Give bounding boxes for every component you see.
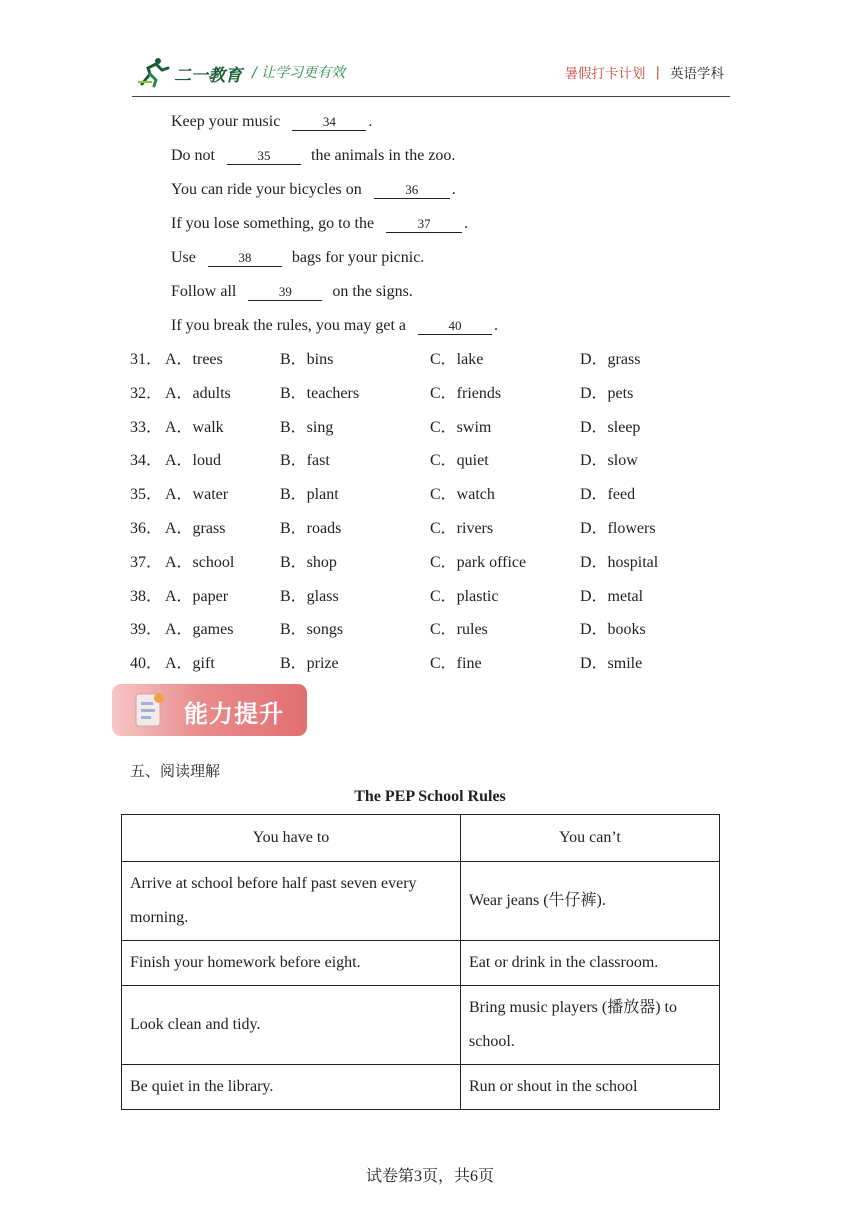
option-d: D．smile bbox=[580, 655, 643, 673]
table-cell: Arrive at school before half past seven every morning. bbox=[122, 862, 461, 941]
table-header-row bbox=[122, 815, 720, 862]
question-row bbox=[130, 485, 730, 507]
passage-line bbox=[171, 214, 468, 234]
option-c: C．lake bbox=[430, 351, 484, 368]
option-a: A．loud bbox=[165, 452, 222, 470]
option-a: A．school bbox=[165, 553, 235, 571]
passage-line bbox=[171, 112, 372, 132]
table-cell: Be quiet in the library. bbox=[122, 1065, 461, 1110]
header-separator: | bbox=[655, 64, 660, 80]
blank-36: 36 bbox=[374, 182, 450, 199]
option-b: B．roads bbox=[280, 520, 342, 537]
table-cell: Eat or drink in the classroom. bbox=[461, 941, 720, 986]
question-row bbox=[130, 553, 730, 575]
line-text: the animals in the zoo. bbox=[311, 147, 456, 164]
passage-line bbox=[171, 248, 424, 268]
line-text: . bbox=[464, 215, 469, 232]
question-number: 36． bbox=[130, 520, 163, 537]
table-cell: Run or shout in the school bbox=[461, 1065, 720, 1110]
question-row bbox=[130, 384, 730, 406]
header-right bbox=[564, 62, 724, 82]
option-b: B．teachers bbox=[280, 384, 360, 402]
line-text: Follow all bbox=[171, 283, 237, 300]
table-row bbox=[122, 941, 720, 986]
passage-line bbox=[171, 282, 413, 302]
line-text: If you break the rules, you may get a bbox=[171, 317, 407, 334]
line-text: . bbox=[451, 181, 456, 198]
passage-line bbox=[171, 316, 498, 336]
ability-badge bbox=[112, 684, 307, 736]
table-row bbox=[122, 1065, 720, 1110]
option-b: B．bins bbox=[280, 351, 334, 368]
option-b: B．glass bbox=[280, 587, 339, 605]
question-row bbox=[130, 587, 730, 609]
option-d: D．feed bbox=[580, 486, 636, 504]
table-title: The PEP School Rules bbox=[354, 788, 506, 805]
passage-line bbox=[171, 146, 455, 166]
table-row bbox=[122, 862, 720, 941]
option-b: B．sing bbox=[280, 418, 334, 436]
logo-text: 二一教育 bbox=[174, 65, 242, 86]
option-c: C．watch bbox=[430, 486, 495, 504]
table-cell: Wear jeans (牛仔裤). bbox=[461, 862, 720, 941]
option-a: A．adults bbox=[165, 384, 231, 402]
question-row bbox=[130, 654, 730, 676]
question-number: 32． bbox=[130, 384, 163, 402]
option-c: C．plastic bbox=[430, 587, 499, 605]
option-a: A．paper bbox=[165, 587, 229, 605]
blank-34: 34 bbox=[292, 114, 366, 131]
page-footer: 试卷第3页，共6页 bbox=[365, 1168, 494, 1185]
table-cell: Finish your homework before eight. bbox=[122, 941, 461, 986]
option-d: D．books bbox=[580, 621, 646, 639]
question-row bbox=[130, 350, 730, 372]
question-number: 38． bbox=[130, 587, 163, 605]
question-row bbox=[130, 620, 730, 642]
option-d: D．slow bbox=[580, 452, 638, 470]
option-c: C．rules bbox=[430, 621, 488, 639]
option-a: A．games bbox=[165, 621, 234, 639]
option-b: B．plant bbox=[280, 486, 339, 504]
question-number: 31． bbox=[130, 351, 163, 368]
page-header bbox=[132, 56, 730, 97]
passage-line bbox=[171, 180, 456, 200]
question-number: 40． bbox=[130, 655, 163, 673]
option-d: D．sleep bbox=[580, 418, 641, 436]
slogan: / 让学习更有效 bbox=[252, 65, 346, 81]
blank-40: 40 bbox=[418, 318, 492, 335]
question-row bbox=[130, 418, 730, 440]
table-cell: Bring music players (播放器) to school. bbox=[461, 986, 720, 1065]
line-text: Use bbox=[171, 249, 196, 266]
option-d: D．metal bbox=[580, 587, 644, 605]
badge-label: 能力提升 bbox=[184, 700, 284, 728]
option-d: D．hospital bbox=[580, 553, 659, 571]
question-number: 33． bbox=[130, 418, 163, 436]
option-a: A．grass bbox=[165, 520, 226, 537]
option-a: A．trees bbox=[165, 351, 223, 368]
option-d: D．pets bbox=[580, 384, 634, 402]
runner-logo-icon bbox=[138, 58, 172, 88]
blank-37: 37 bbox=[386, 216, 462, 233]
option-b: B．shop bbox=[280, 553, 337, 571]
line-text: Do not bbox=[171, 147, 215, 164]
option-c: C．park office bbox=[430, 553, 527, 571]
question-number: 35． bbox=[130, 486, 163, 504]
option-c: C．quiet bbox=[430, 452, 489, 470]
option-a: A．gift bbox=[165, 655, 215, 673]
table-cell: Look clean and tidy. bbox=[122, 986, 461, 1065]
rules-table bbox=[121, 814, 720, 1110]
option-b: B．prize bbox=[280, 655, 339, 673]
subject-label: 英语学科 bbox=[670, 66, 724, 82]
option-d: D．flowers bbox=[580, 520, 656, 537]
option-c: C．friends bbox=[430, 384, 502, 402]
blank-39: 39 bbox=[248, 284, 322, 301]
question-number: 39． bbox=[130, 621, 163, 639]
document-icon bbox=[132, 690, 166, 730]
option-c: C．rivers bbox=[430, 520, 494, 537]
summer-plan-label: 暑假打卡计划 bbox=[564, 66, 646, 82]
section-title: 五、阅读理解 bbox=[130, 762, 221, 780]
question-row bbox=[130, 519, 730, 541]
line-text: Keep your music bbox=[171, 113, 281, 130]
option-d: D．grass bbox=[580, 351, 641, 368]
table-header-cell: You have to bbox=[122, 815, 461, 862]
option-c: C．swim bbox=[430, 418, 492, 436]
logo bbox=[138, 56, 242, 90]
option-b: B．fast bbox=[280, 452, 330, 470]
line-text: . bbox=[368, 113, 373, 130]
question-row bbox=[130, 451, 730, 473]
table-header-cell: You can’t bbox=[461, 815, 720, 862]
option-a: A．walk bbox=[165, 418, 224, 436]
line-text: . bbox=[494, 317, 499, 334]
line-text: If you lose something, go to the bbox=[171, 215, 375, 232]
blank-35: 35 bbox=[227, 148, 301, 165]
table-row bbox=[122, 986, 720, 1065]
blank-38: 38 bbox=[208, 250, 282, 267]
option-b: B．songs bbox=[280, 621, 344, 639]
option-c: C．fine bbox=[430, 655, 482, 673]
question-number: 34． bbox=[130, 452, 163, 470]
line-text: bags for your picnic. bbox=[291, 249, 425, 266]
question-number: 37． bbox=[130, 553, 163, 571]
option-a: A．water bbox=[165, 486, 229, 504]
line-text: You can ride your bicycles on bbox=[171, 181, 362, 198]
line-text: on the signs. bbox=[332, 283, 413, 300]
